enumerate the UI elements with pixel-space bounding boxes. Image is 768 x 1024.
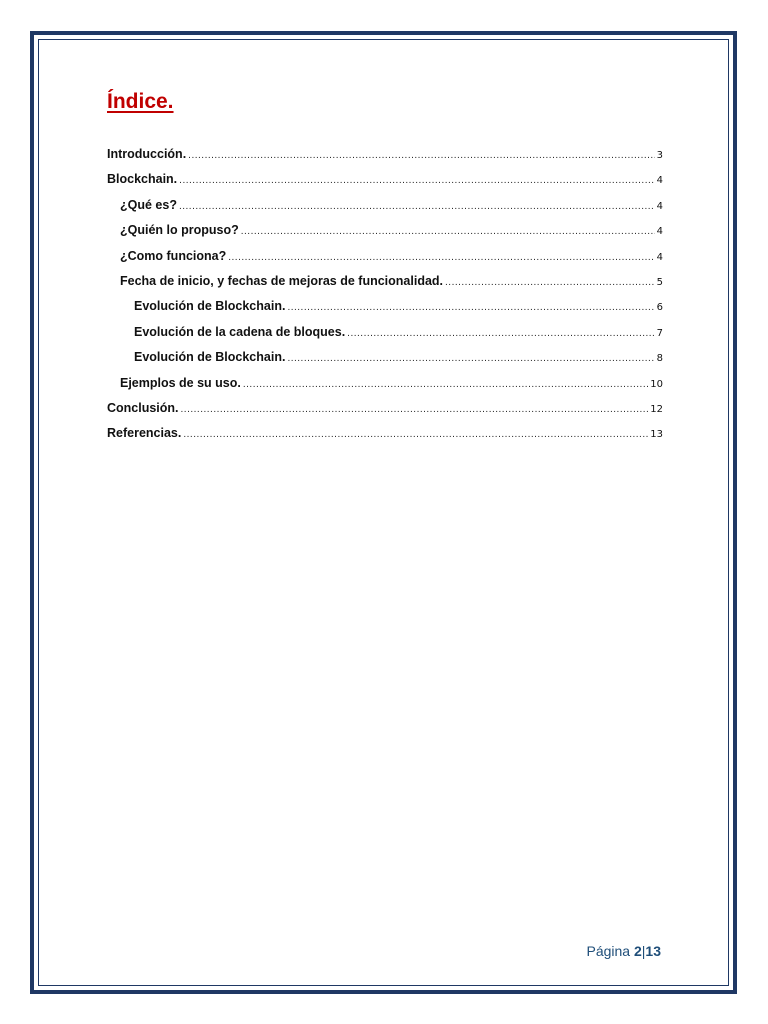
page-number-footer xyxy=(587,943,662,959)
toc-entry-page: 6 xyxy=(656,302,663,314)
toc-entry-introduccion[interactable] xyxy=(107,142,663,167)
footer-current-page: 2 xyxy=(633,943,642,959)
toc-entry-page: 4 xyxy=(656,175,663,187)
footer-separator: | xyxy=(641,943,646,959)
toc-entry-label: Blockchain. xyxy=(107,172,178,187)
toc-leader-dots xyxy=(287,295,654,320)
toc-entry-label: Fecha de inicio, y fechas de mejoras de funcionalidad. xyxy=(120,273,444,288)
toc-leader-dots xyxy=(179,194,655,219)
toc-leader-dots xyxy=(445,270,655,295)
toc-entry-label: Introducción. xyxy=(107,147,187,161)
toc-entry-evolucion-blockchain[interactable] xyxy=(107,294,663,319)
toc-leader-dots xyxy=(243,372,648,397)
toc-entry-evolucion-cadena-de-bloques[interactable] xyxy=(107,320,663,345)
toc-entry-label: Evolución de Blockchain. xyxy=(134,350,286,365)
toc-entry-ejemplos-de-su-uso[interactable] xyxy=(107,371,663,396)
toc-entry-label: ¿Como funciona? xyxy=(120,248,227,263)
toc-entry-label: Evolución de Blockchain. xyxy=(134,299,286,314)
toc-entry-page: 7 xyxy=(656,327,663,339)
toc-leader-dots xyxy=(183,422,648,447)
toc-entry-page: 4 xyxy=(656,226,663,238)
toc-entry-blockchain[interactable] xyxy=(107,167,663,192)
toc-entry-page: 4 xyxy=(656,251,663,263)
toc-entry-page: 4 xyxy=(656,200,663,212)
toc-leader-dots xyxy=(181,397,649,422)
toc-entry-page: 3 xyxy=(656,150,663,161)
toc-entry-conclusion[interactable] xyxy=(107,396,663,421)
toc-title: Índice. xyxy=(107,90,174,113)
toc-leader-dots xyxy=(228,245,654,270)
toc-entry-page: 10 xyxy=(650,378,663,390)
toc-entry-page: 12 xyxy=(650,403,663,415)
toc-entry-label: Conclusión. xyxy=(107,400,179,415)
toc-leader-dots xyxy=(241,219,655,244)
toc-entry-fecha-de-inicio[interactable] xyxy=(107,269,663,294)
toc-entry-page: 8 xyxy=(656,353,663,365)
toc-leader-dots xyxy=(188,143,654,168)
toc-entry-quien-lo-propuso[interactable] xyxy=(107,218,663,243)
toc-entry-label: ¿Quién lo propuso? xyxy=(120,223,239,238)
toc-entry-que-es[interactable] xyxy=(107,193,663,218)
footer-prefix: Página xyxy=(586,943,634,959)
toc-entry-evolucion-blockchain-2[interactable] xyxy=(107,345,663,370)
toc-entry-label: Ejemplos de su uso. xyxy=(120,375,241,390)
toc-entry-page: 13 xyxy=(650,429,663,441)
toc-entry-como-funciona[interactable] xyxy=(107,244,663,269)
toc-entry-label: ¿Qué es? xyxy=(120,197,177,212)
footer-total-pages: 13 xyxy=(645,943,661,959)
toc-leader-dots xyxy=(179,168,654,193)
toc-leader-dots xyxy=(347,321,654,346)
toc-entry-referencias[interactable] xyxy=(107,421,663,446)
toc-entry-page: 5 xyxy=(656,276,663,288)
toc-entry-label: Evolución de la cadena de bloques. xyxy=(134,324,346,339)
toc-entry-label: Referencias. xyxy=(107,426,182,441)
toc-leader-dots xyxy=(287,346,654,371)
table-of-contents xyxy=(107,142,663,447)
